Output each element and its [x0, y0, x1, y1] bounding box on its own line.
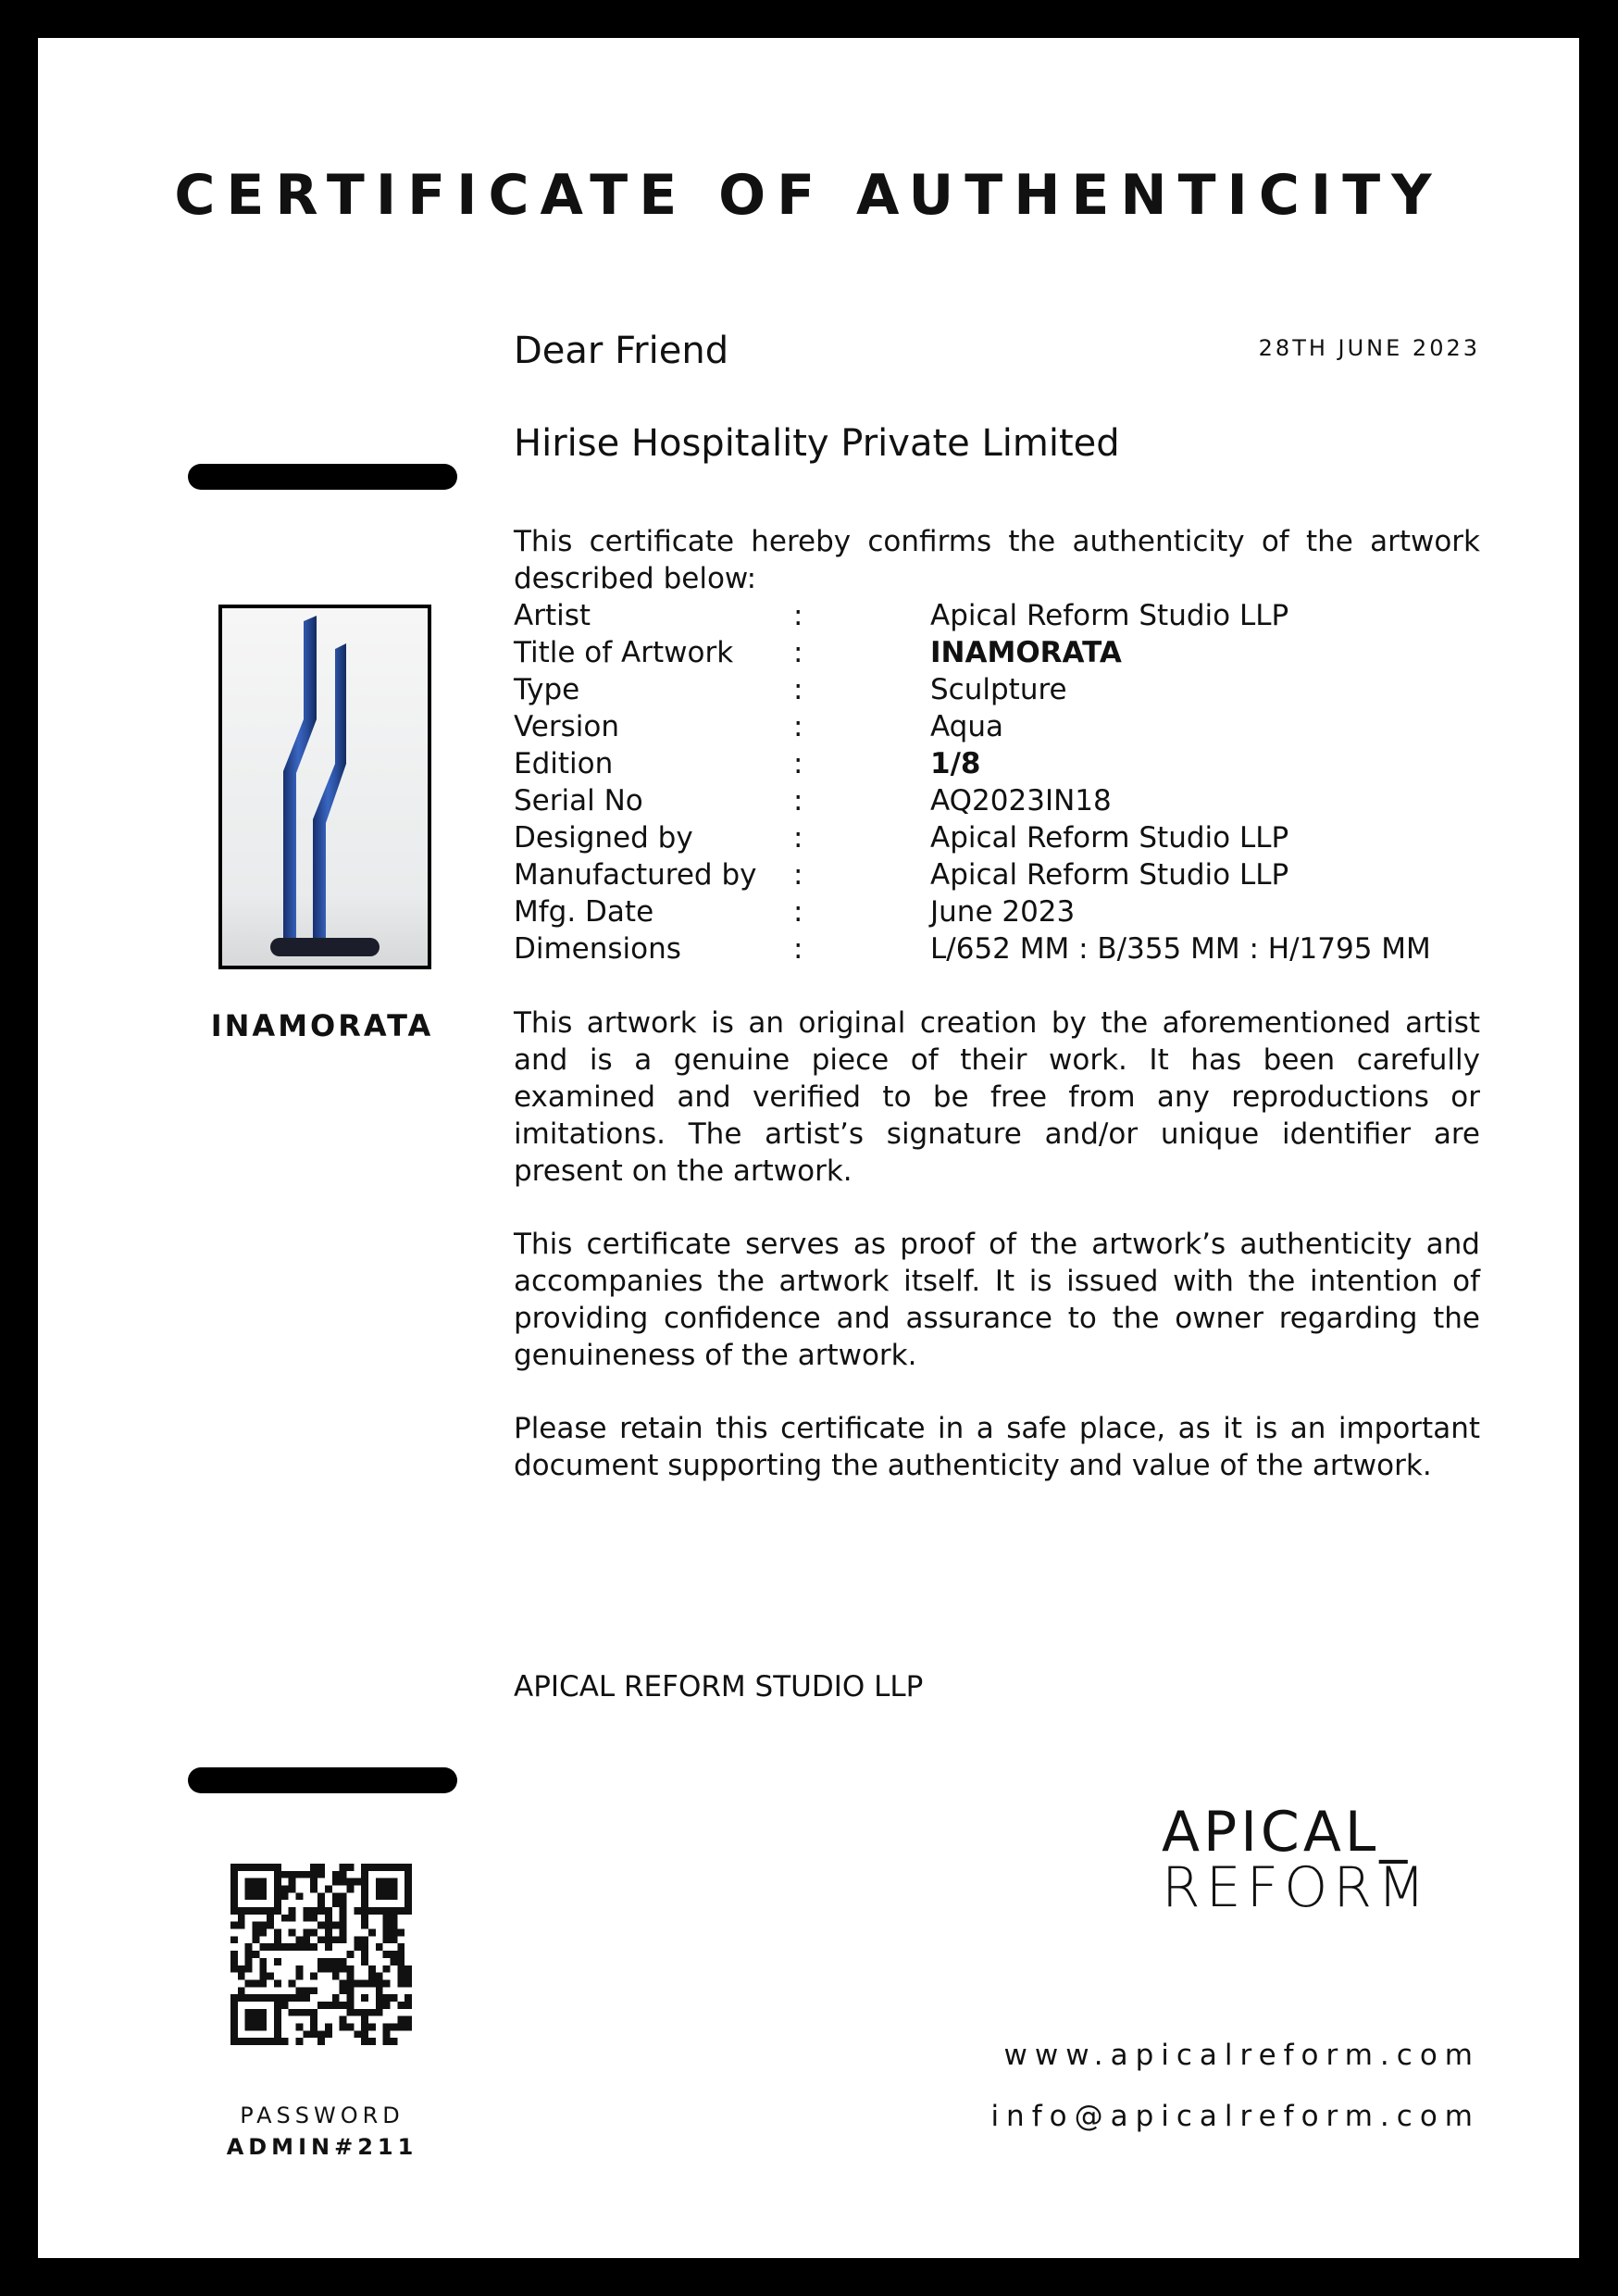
website-link[interactable]: www.apicalreform.com — [1003, 2039, 1480, 2072]
detail-separator: : — [793, 895, 803, 929]
detail-label: Mfg. Date — [514, 895, 654, 929]
detail-row-type — [514, 671, 1532, 708]
detail-label: Manufactured by — [514, 858, 757, 892]
paragraph-originality: This artwork is an original creation by the aforementioned artist and is a genuine piece of their work. It has been carefully examined and verified to be free from any reproductions or imitations. The artist’s signature and/or unique identifier are present on the artwork. — [514, 1006, 1480, 1188]
detail-label: Serial No — [514, 784, 643, 817]
detail-row-serial — [514, 782, 1532, 819]
detail-value: Apical Reform Studio LLP — [930, 821, 1289, 855]
recipient-name: Hirise Hospitality Private Limited — [514, 422, 1120, 465]
detail-row-artist — [514, 597, 1532, 634]
detail-label: Designed by — [514, 821, 693, 855]
detail-label: Version — [514, 710, 619, 743]
detail-separator: : — [793, 710, 803, 743]
qr-code-icon[interactable] — [230, 1864, 412, 2045]
detail-label: Title of Artwork — [514, 636, 734, 669]
artwork-photo — [218, 605, 431, 969]
brand-logo — [1162, 1800, 1439, 1920]
detail-value: June 2023 — [930, 895, 1076, 929]
detail-label: Dimensions — [514, 932, 681, 966]
detail-row-designed-by — [514, 819, 1532, 856]
artwork-caption: INAMORATA — [210, 1008, 434, 1043]
detail-separator: : — [793, 932, 803, 966]
decorative-bar-top — [188, 464, 457, 490]
certificate-page — [38, 38, 1579, 2258]
password-label: PASSWORD — [240, 2103, 404, 2128]
logo-line-1: APICAL_ — [1162, 1800, 1412, 1865]
detail-value: Apical Reform Studio LLP — [930, 599, 1289, 632]
qr-code-graphic — [230, 1864, 412, 2045]
detail-separator: : — [793, 673, 803, 706]
detail-row-edition — [514, 745, 1532, 782]
paragraph-proof: This certificate serves as proof of the artwork’s authenticity and accompanies the artwork itself. It is issued with the intention of providing confidence and assurance to the owner regarding the genuineness of the artwork. — [514, 1228, 1480, 1372]
detail-value: Sculpture — [930, 673, 1067, 706]
detail-separator: : — [793, 636, 803, 669]
greeting: Dear Friend — [514, 330, 729, 372]
detail-separator: : — [793, 784, 803, 817]
detail-label: Artist — [514, 599, 591, 632]
detail-value: Aqua — [930, 710, 1003, 743]
detail-separator: : — [793, 821, 803, 855]
details-table — [514, 597, 1532, 967]
password-value: ADMIN#211 — [226, 2134, 418, 2160]
email-link[interactable]: info@apicalreform.com — [990, 2100, 1480, 2133]
detail-separator: : — [793, 747, 803, 780]
signer-name: APICAL REFORM STUDIO LLP — [514, 1670, 924, 1703]
detail-label: Edition — [514, 747, 614, 780]
detail-separator: : — [793, 599, 803, 632]
certificate-title: CERTIFICATE OF AUTHENTICITY — [174, 163, 1443, 228]
logo-line-2: REFORM — [1162, 1855, 1431, 1920]
detail-value: AQ2023IN18 — [930, 784, 1112, 817]
detail-row-title — [514, 634, 1532, 671]
decorative-bar-bottom — [188, 1767, 457, 1793]
sculpture-photo — [222, 608, 428, 966]
detail-row-dimensions — [514, 930, 1532, 967]
detail-row-version — [514, 708, 1532, 745]
intro-text: This certificate hereby confirms the authenticity of the artwork described below: — [514, 525, 1480, 595]
detail-row-mfg-date — [514, 893, 1532, 930]
issue-date: 28TH JUNE 2023 — [1258, 335, 1480, 361]
paragraph-retain: Please retain this certificate in a safe place, as it is an important document supporting the authenticity and value of the artwork. — [514, 1412, 1480, 1482]
detail-value: Apical Reform Studio LLP — [930, 858, 1289, 892]
detail-row-manufactured-by — [514, 856, 1532, 893]
detail-value: 1/8 — [930, 747, 981, 780]
detail-label: Type — [514, 673, 580, 706]
detail-value: L/652 MM : B/355 MM : H/1795 MM — [930, 932, 1431, 966]
detail-separator: : — [793, 858, 803, 892]
detail-value: INAMORATA — [930, 636, 1122, 669]
